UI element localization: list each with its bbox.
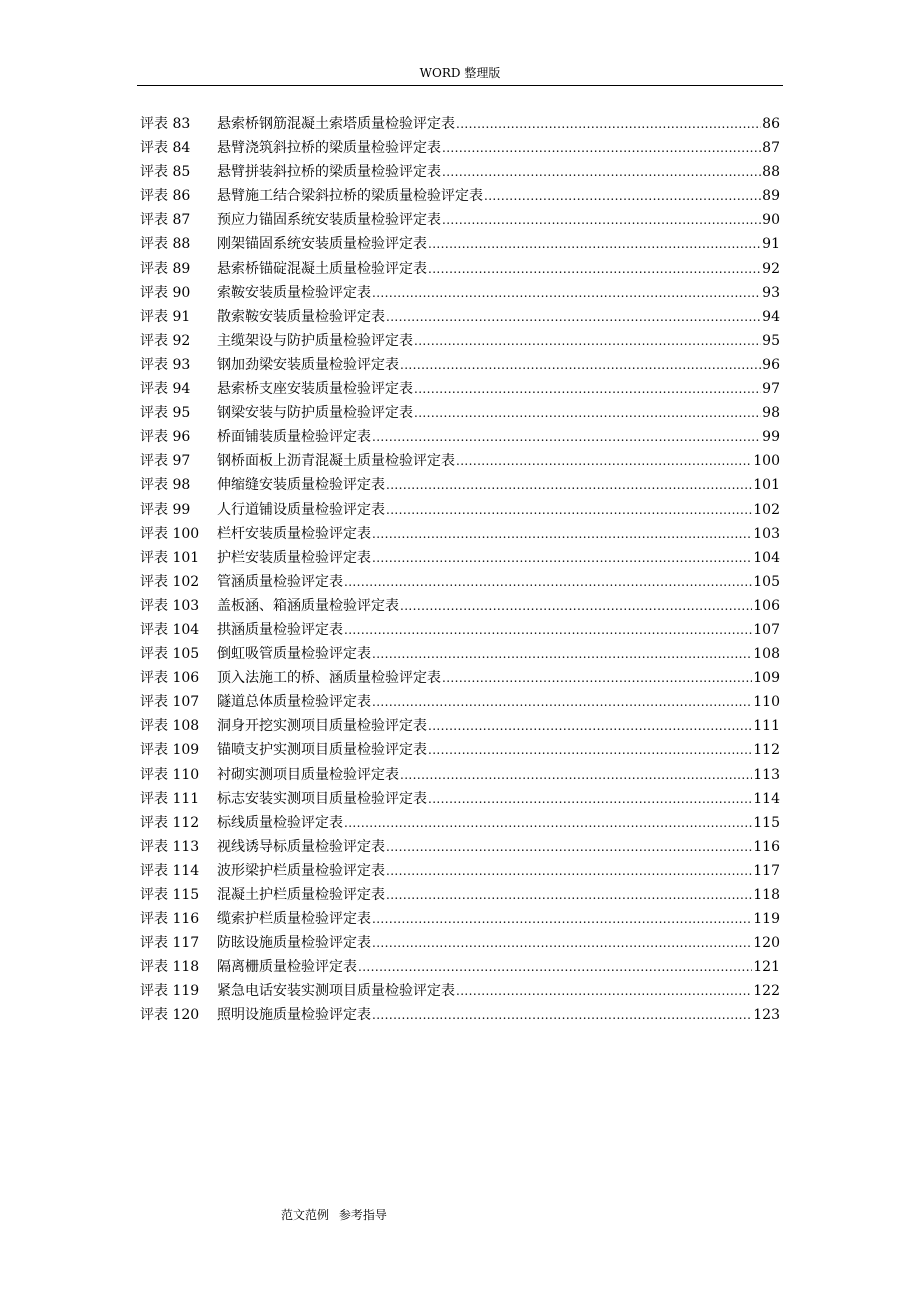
toc-dot-leader [456,451,752,471]
toc-entry[interactable] [140,283,780,307]
toc-entry-title: 倒虹吸管质量检验评定表 [217,646,371,663]
toc-entry-page-number: 116 [753,838,780,855]
toc-entry[interactable] [140,355,780,379]
page-footer-text: 范文范例 参考指导 [281,1208,387,1222]
toc-dot-leader [372,909,752,929]
toc-entry-title: 缆索护栏质量检验评定表 [217,911,371,928]
toc-entry[interactable] [140,861,780,885]
toc-entry-page-number: 87 [762,140,780,157]
toc-entry-code: 评表 108 [140,718,200,735]
toc-entry[interactable] [140,668,780,692]
toc-entry[interactable] [140,909,780,933]
toc-entry-code: 评表 106 [140,670,200,687]
toc-entry-page-number: 114 [753,790,780,807]
toc-entry[interactable] [140,307,780,331]
toc-entry-title: 悬臂浇筑斜拉桥的梁质量检验评定表 [217,140,441,157]
toc-dot-leader [442,668,752,688]
toc-dot-leader [414,331,761,351]
toc-dot-leader [442,138,761,158]
toc-entry-page-number: 89 [762,188,780,205]
toc-entry-code: 评表 99 [140,501,191,518]
toc-entry-page-number: 123 [753,1007,780,1024]
toc-entry-title: 混凝土护栏质量检验评定表 [217,887,385,903]
toc-dot-leader [386,837,752,857]
toc-entry-page-number: 92 [762,260,780,277]
toc-entry-code: 评表 96 [140,429,191,446]
toc-entry-title: 散索鞍安装质量检验评定表 [217,308,385,325]
toc-entry-code: 评表 89 [140,260,191,277]
toc-dot-leader [372,524,752,544]
toc-entry-page-number: 106 [753,597,780,614]
toc-entry-title: 管涵质量检验评定表 [217,573,343,590]
toc-dot-leader [428,716,752,736]
toc-entry-code: 评表 113 [140,838,200,855]
toc-entry-code: 评表 100 [140,525,200,542]
toc-entry-title: 拱涵质量检验评定表 [217,621,343,638]
toc-entry-code: 评表 102 [140,573,200,590]
toc-entry[interactable] [140,427,780,451]
toc-entry-title: 伸缩缝安装质量检验评定表 [217,477,385,494]
toc-entry[interactable] [140,957,780,981]
toc-entry-code: 评表 120 [140,1007,200,1024]
toc-entry[interactable] [140,1005,780,1029]
toc-entry-code: 评表 107 [140,694,200,711]
toc-entry-page-number: 119 [753,911,780,928]
toc-entry[interactable] [140,475,780,499]
toc-entry-code: 评表 101 [140,549,200,566]
toc-entry-title: 波形梁护栏质量检验评定表 [217,862,385,879]
toc-entry[interactable] [140,813,780,837]
toc-entry[interactable] [140,933,780,957]
toc-entry-title: 隔离栅质量检验评定表 [217,959,357,976]
toc-dot-leader [400,596,752,616]
toc-entry-page-number: 113 [753,766,780,783]
toc-entry-title: 钢梁安装与防护质量检验评定表 [217,405,413,422]
toc-entry-title: 视线诱导标质量检验评定表 [217,838,385,855]
toc-entry-code: 评表 119 [140,983,200,1000]
toc-entry-title: 钢加劲梁安装质量检验评定表 [217,356,399,373]
toc-entry-code: 评表 115 [140,887,200,903]
toc-dot-leader [428,234,761,254]
toc-entry-page-number: 100 [753,453,780,470]
toc-dot-leader [442,210,761,230]
toc-entry[interactable] [140,379,780,403]
toc-dot-leader [442,162,761,182]
toc-entry-page-number: 103 [753,525,780,542]
toc-entry[interactable] [140,981,780,1005]
toc-entry[interactable] [140,644,780,668]
toc-entry[interactable] [140,885,780,909]
toc-entry[interactable] [140,331,780,355]
toc-entry-title: 刚架锚固系统安装质量检验评定表 [217,236,427,253]
toc-dot-leader [386,885,752,905]
toc-entry-page-number: 91 [762,236,780,253]
toc-entry-code: 评表 90 [140,284,191,301]
toc-entry-title: 标志安装实测项目质量检验评定表 [217,790,427,807]
toc-entry-page-number: 120 [753,935,780,952]
toc-entry[interactable] [140,403,780,427]
toc-entry-page-number: 115 [753,814,780,831]
toc-dot-leader [372,283,761,303]
toc-entry-page-number: 122 [753,983,780,1000]
toc-entry-code: 评表 118 [140,959,200,976]
toc-entry-title: 隧道总体质量检验评定表 [217,694,371,711]
toc-dot-leader [400,765,752,785]
toc-entry[interactable] [140,837,780,861]
toc-entry-page-number: 101 [753,477,780,494]
toc-entry-page-number: 98 [762,405,780,422]
toc-entry[interactable] [140,765,780,789]
toc-dot-leader [344,813,752,833]
toc-entry-title: 防眩设施质量检验评定表 [217,935,371,952]
toc-entry-page-number: 97 [762,381,780,398]
toc-dot-leader [386,475,752,495]
toc-entry-page-number: 110 [753,694,780,711]
toc-entry[interactable] [140,138,780,162]
toc-entry-page-number: 88 [762,164,780,181]
toc-entry-title: 顶入法施工的桥、涵质量检验评定表 [217,670,441,687]
toc-dot-leader [386,861,752,881]
toc-entry-code: 评表 116 [140,911,200,928]
toc-dot-leader [372,427,761,447]
toc-dot-leader [428,789,752,809]
toc-entry-page-number: 90 [762,212,780,229]
toc-entry-title: 索鞍安装质量检验评定表 [217,284,371,301]
toc-entry[interactable] [140,596,780,620]
toc-entry-code: 评表 88 [140,236,191,253]
toc-dot-leader [372,548,752,568]
toc-entry-page-number: 105 [753,573,780,590]
toc-entry[interactable] [140,524,780,548]
toc-entry-page-number: 107 [753,621,780,638]
toc-dot-leader [386,500,752,520]
toc-entry-title: 悬索桥钢筋混凝土索塔质量检验评定表 [217,116,455,132]
toc-entry[interactable] [140,789,780,813]
toc-dot-leader [372,692,752,712]
toc-entry-code: 评表 105 [140,646,200,663]
toc-entry[interactable] [140,692,780,716]
toc-entry-page-number: 95 [762,332,780,349]
toc-entry-code: 评表 92 [140,332,191,349]
toc-entry-code: 评表 103 [140,597,200,614]
toc-dot-leader [344,620,752,640]
toc-entry-title: 悬索桥锚碇混凝土质量检验评定表 [217,260,427,277]
toc-entry-page-number: 108 [753,646,780,663]
toc-entry-page-number: 118 [753,887,780,903]
toc-entry-title: 紧急电话安装实测项目质量检验评定表 [217,983,455,1000]
toc-entry-page-number: 86 [762,116,780,132]
toc-entry-title: 标线质量检验评定表 [217,814,343,831]
toc-entry-title: 悬臂拼装斜拉桥的梁质量检验评定表 [217,164,441,181]
toc-entry[interactable] [140,451,780,475]
toc-entry-code: 评表 93 [140,356,191,373]
toc-entry-page-number: 117 [753,862,780,879]
table-of-contents [140,114,780,1030]
toc-entry-title: 悬索桥支座安装质量检验评定表 [217,381,413,398]
toc-entry-title: 栏杆安装质量检验评定表 [217,525,371,542]
toc-entry-code: 评表 83 [140,116,191,132]
header-divider [137,85,783,86]
toc-entry[interactable] [140,210,780,234]
toc-entry-page-number: 96 [762,356,780,373]
toc-entry-code: 评表 104 [140,621,200,638]
toc-dot-leader [386,307,761,327]
toc-entry-page-number: 109 [753,670,780,687]
toc-entry[interactable] [140,186,780,210]
toc-dot-leader [400,355,761,375]
toc-entry-code: 评表 110 [140,766,200,783]
toc-entry-page-number: 102 [753,501,780,518]
toc-dot-leader [358,957,752,977]
toc-entry-code: 评表 84 [140,140,191,157]
toc-entry-code: 评表 87 [140,212,191,229]
toc-entry-code: 评表 91 [140,308,191,325]
toc-entry[interactable] [140,740,780,764]
toc-dot-leader [372,644,752,664]
page-header-title: WORD 整理版 [419,66,501,80]
toc-entry[interactable] [140,548,780,572]
toc-dot-leader [372,933,752,953]
toc-entry-page-number: 93 [762,284,780,301]
toc-dot-leader [372,1005,752,1025]
toc-entry-page-number: 111 [753,718,780,735]
toc-entry-title: 照明设施质量检验评定表 [217,1007,371,1024]
toc-entry-code: 评表 114 [140,862,200,879]
toc-entry[interactable] [140,500,780,524]
toc-entry-page-number: 121 [753,959,780,976]
toc-entry[interactable] [140,572,780,596]
toc-entry-code: 评表 94 [140,381,191,398]
toc-entry[interactable] [140,114,780,138]
toc-entry-title: 锚喷支护实测项目质量检验评定表 [217,742,427,759]
toc-dot-leader [428,259,761,279]
toc-dot-leader [344,572,752,592]
toc-dot-leader [456,981,752,1001]
toc-entry-title: 护栏安装质量检验评定表 [217,549,371,566]
toc-entry-page-number: 94 [762,308,780,325]
toc-entry-title: 盖板涵、箱涵质量检验评定表 [217,597,399,614]
toc-entry-code: 评表 112 [140,814,200,831]
toc-entry-title: 衬砌实测项目质量检验评定表 [217,766,399,783]
toc-entry-title: 桥面铺装质量检验评定表 [217,429,371,446]
toc-entry-title: 钢桥面板上沥青混凝土质量检验评定表 [217,453,455,470]
toc-entry-title: 悬臂施工结合梁斜拉桥的梁质量检验评定表 [217,188,483,205]
toc-entry-code: 评表 86 [140,188,191,205]
toc-dot-leader [414,403,761,423]
toc-dot-leader [484,186,761,206]
toc-entry-title: 主缆架设与防护质量检验评定表 [217,332,413,349]
toc-entry[interactable] [140,234,780,258]
toc-entry-page-number: 104 [753,549,780,566]
toc-entry-title: 人行道铺设质量检验评定表 [217,501,385,518]
toc-entry-code: 评表 111 [140,790,200,807]
toc-entry[interactable] [140,259,780,283]
toc-dot-leader [414,379,761,399]
toc-dot-leader [456,114,761,134]
toc-entry[interactable] [140,716,780,740]
toc-entry-code: 评表 85 [140,164,191,181]
toc-entry-code: 评表 98 [140,477,191,494]
toc-entry-page-number: 112 [753,742,780,759]
toc-entry-title: 预应力锚固系统安装质量检验评定表 [217,212,441,229]
toc-entry-code: 评表 97 [140,453,191,470]
toc-entry-code: 评表 109 [140,742,200,759]
toc-entry-code: 评表 95 [140,405,191,422]
toc-entry[interactable] [140,162,780,186]
toc-entry-code: 评表 117 [140,935,200,952]
toc-dot-leader [428,740,752,760]
toc-entry-page-number: 99 [762,429,780,446]
toc-entry-title: 洞身开挖实测项目质量检验评定表 [217,718,427,735]
toc-entry[interactable] [140,620,780,644]
